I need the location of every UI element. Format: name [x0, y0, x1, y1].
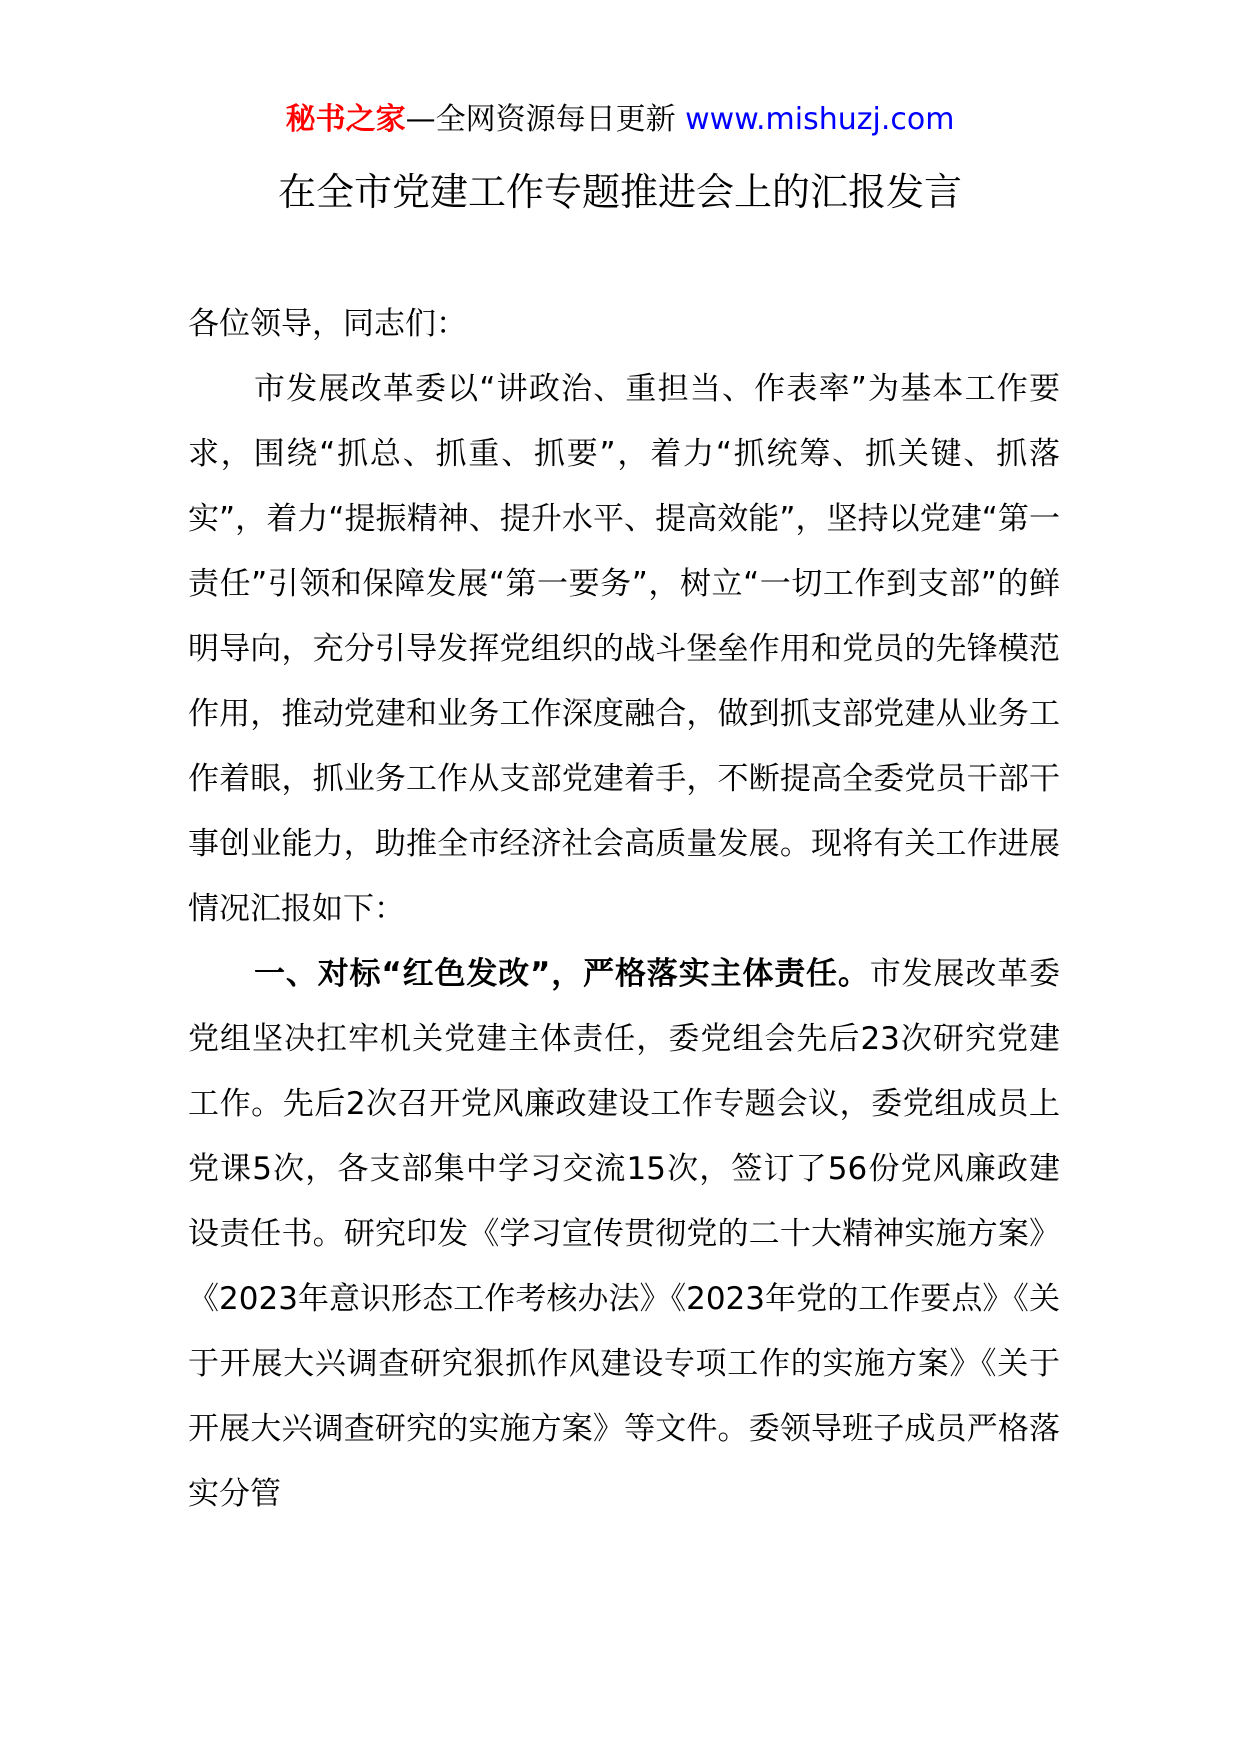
brand-name: 秘书之家: [285, 102, 406, 137]
brand-slogan: —全网资源每日更新: [405, 102, 686, 137]
website-link[interactable]: www.mishuzj.com: [685, 102, 955, 137]
section-1-body: 市发展改革委党组坚决扛牢机关党建主体责任，委党组会先后23次研究党建工作。先后2次召开党风廉政建设工作专题会议，委党组成员上党课5次，各支部集中学习交流15次，签订了56份党风廉政建设责任书。研究印发《学习宣传贯彻党的二十大精神实施方案》《2023年意识形态工作考核办法》《2023年党的工作要点》《关于开展大兴调查研究狠抓作风建设专项工作的实施方案》《关于开展大兴调查研究的实施方案》等文件。委领导班子成员严格落实分管: [188, 956, 1060, 1512]
document-body: [188, 292, 1060, 1527]
section-1-paragraph: [188, 942, 1060, 1527]
section-1-heading: 一、对标“红色发改”，严格落实主体责任。: [254, 956, 870, 992]
header-watermark: [0, 100, 1240, 140]
intro-paragraph: 市发展改革委以“讲政治、重担当、作表率”为基本工作要求，围绕“抓总、抓重、抓要”，着力“抓统筹、抓关键、抓落实”，着力“提振精神、提升水平、提高效能”，坚持以党建“第一责任”引领和保障发展“第一要务”，树立“一切工作到支部”的鲜明导向，充分引导发挥党组织的战斗堡垒作用和党员的先锋模范作用，推动党建和业务工作深度融合，做到抓支部党建从业务工作着眼，抓业务工作从支部党建着手，不断提高全委党员干部干事创业能力，助推全市经济社会高质量发展。现将有关工作进展情况汇报如下：: [188, 371, 1060, 927]
document-title: 在全市党建工作专题推进会上的汇报发言: [277, 170, 962, 214]
salutation: 各位领导，同志们：: [188, 306, 467, 342]
